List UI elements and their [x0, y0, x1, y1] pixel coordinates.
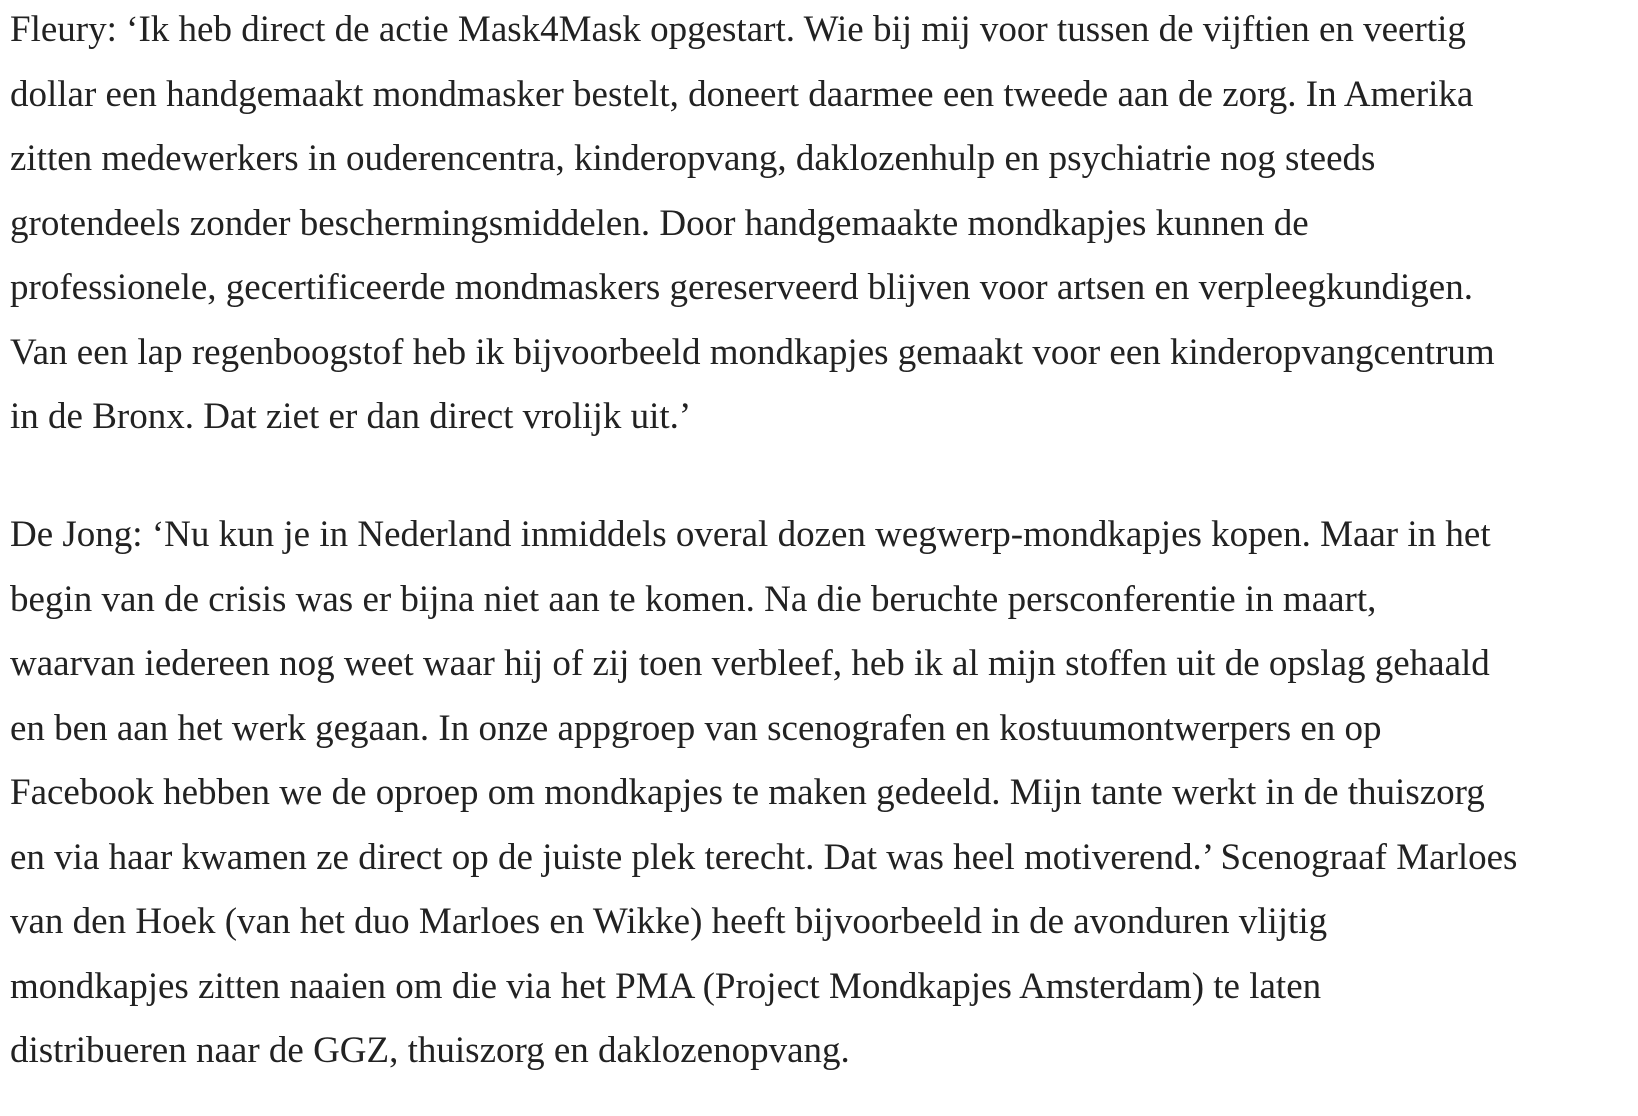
text-line: in de Bronx. Dat ziet er dan direct vrolijk uit.’	[10, 396, 692, 437]
text-line: en ben aan het werk gegaan. In onze appgroep van scenografen en kostuumontwerpers en op	[10, 707, 1382, 749]
text-line: mondkapjes zitten naaien om die via het PMA (Project Mondkapjes Amsterdam) te laten	[10, 965, 1322, 1007]
text-line: grotendeels zonder beschermingsmiddelen. Door handgemaakte mondkapjes kunnen de	[10, 202, 1309, 244]
text-line: dollar een handgemaakt mondmasker bestelt, doneert daarmee een tweede aan de zorg. In Amerika	[10, 73, 1474, 115]
text-line: distribueren naar de GGZ, thuiszorg en daklozenopvang.	[10, 1030, 850, 1071]
text-line: Fleury: ‘Ik heb direct de actie Mask4Mask opgestart. Wie bij mij voor tussen de vijftien en veertig	[10, 9, 1466, 50]
text-line: zitten medewerkers in ouderencentra, kinderopvang, daklozenhulp en psychiatrie nog steeds	[10, 138, 1376, 179]
text-line: en via haar kwamen ze direct op de juiste plek terecht. Dat was heel motiverend.’ Scenograaf Marloes	[10, 836, 1518, 878]
paragraph-de-jong	[10, 503, 1517, 1084]
paragraph-fleury	[10, 0, 1495, 450]
text-line: Van een lap regenboogstof heb ik bijvoorbeeld mondkapjes gemaakt voor een kinderopvangcentrum	[10, 331, 1495, 373]
text-line: waarvan iedereen nog weet waar hij of zij toen verbleef, heb ik al mijn stoffen uit de opslag gehaald	[10, 643, 1490, 684]
text-line: professionele, gecertificeerde mondmaskers gereserveerd blijven voor artsen en verpleegkundigen.	[10, 267, 1473, 308]
text-line: De Jong: ‘Nu kun je in Nederland inmiddels overal dozen wegwerp-mondkapjes kopen. Maar in het	[10, 514, 1491, 555]
text-line: Facebook hebben we de oproep om mondkapjes te maken gedeeld. Mijn tante werkt in de thuiszorg	[10, 772, 1485, 813]
text-line: van den Hoek (van het duo Marloes en Wikke) heeft bijvoorbeeld in de avonduren vlijtig	[10, 901, 1328, 942]
text-line: begin van de crisis was er bijna niet aan te komen. Na die beruchte persconferentie in maart,	[10, 578, 1377, 620]
